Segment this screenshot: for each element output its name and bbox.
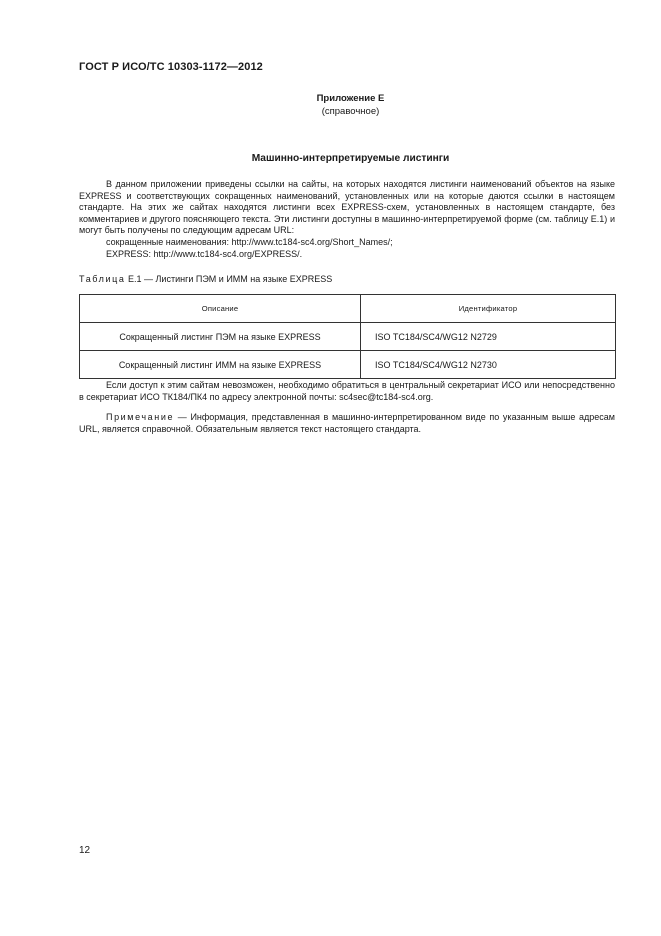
after-table-text [79, 380, 615, 444]
note-text: — Информация, представленная в машинно-интерпретированном виде по указанным выше адресам URL, является справочной. Обязательным является текст настоящего стандарта. [79, 412, 615, 434]
row-identifier: ISO TC184/SC4/WG12 N2730 [361, 351, 616, 379]
table-caption-label: Таблица [79, 274, 126, 284]
short-names-url-line: сокращенные наименования: http://www.tc184-sc4.org/Short_Names/; [106, 236, 393, 247]
row-description: Сокращенный листинг ИММ на языке EXPRESS [80, 351, 361, 379]
table-row [80, 323, 616, 351]
intro-text [79, 179, 615, 260]
row-identifier: ISO TC184/SC4/WG12 N2729 [361, 323, 616, 351]
note-paragraph [79, 412, 615, 435]
table-caption [79, 274, 332, 284]
intro-paragraph: В данном приложении приведены ссылки на сайты, на которых находятся листинги наименований объектов на языке EXPRESS и соответствующих сокращенных наименований, установленных или на которые даются ссылки в настоящем стандарте. На этих же сайтах находятся листинги всех EXPRESS-схем, установленных в настоящем стандарте, без комментариев и другого поясняющего текста. Эти листинги доступны в машинно-интерпретируемой форме (см. таблицу Е.1) и могут быть получены по следующим адресам URL: [79, 179, 615, 236]
listings-table [79, 294, 616, 379]
header-identifier: Идентификатор [361, 295, 616, 323]
annex-heading [0, 92, 661, 118]
access-paragraph: Если доступ к этим сайтам невозможен, необходимо обратиться в центральный секретариат ИСО или непосредственно в секретариат ИСО ТК184/ПК4 по адресу электронной почты: sc4sec@tc184-sc4.org. [79, 380, 615, 402]
header-description: Описание [80, 295, 361, 323]
annex-type: (справочное) [321, 106, 380, 117]
express-url-line: EXPRESS: http://www.tc184-sc4.org/EXPRESS/. [106, 248, 303, 259]
document-code: ГОСТ Р ИСО/ТС 10303-1172—2012 [79, 61, 263, 73]
page-number: 12 [79, 845, 91, 856]
table-header-row [80, 295, 616, 323]
table-row [80, 351, 616, 379]
note-label: Примечание [106, 412, 175, 423]
annex-title: Приложение Е [316, 93, 385, 104]
section-title: Машинно-интерпретируемые листинги [251, 153, 450, 164]
row-description: Сокращенный листинг ПЭМ на языке EXPRESS [80, 323, 361, 351]
table-caption-text: Е.1 — Листинги ПЭМ и ИММ на языке EXPRESS [125, 274, 333, 284]
